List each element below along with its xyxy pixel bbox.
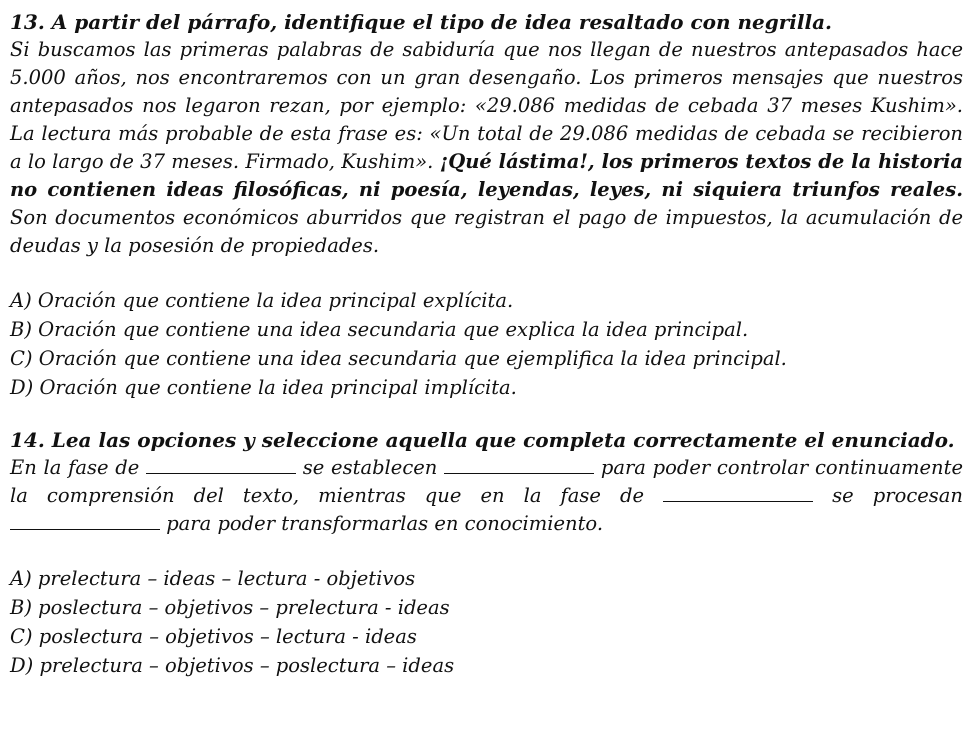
blank-2 [444, 455, 594, 474]
option-a[interactable]: A) Oración que contiene la idea principal explícita. [10, 289, 514, 312]
paragraph-text-before: Si buscamos las primeras palabras de sabiduría que nos llegan de nuestros antepasados hace 5.000 años, nos encontraremos con un gran desengaño. Los primeros mensajes que nuestros antepasados nos legaron rezan, por ejemplo: «29.086 medidas de cebada 37 meses Kushim». La lectura más probable de esta frase es: «Un total de 29.086 medidas de cebada se recibieron a lo largo de 37 meses. Firmado, Kushim». [10, 38, 963, 173]
statement-part-2: se establecen [296, 456, 445, 479]
statement-part-1: En la fase de [10, 456, 147, 479]
paragraph-text-after: Son documentos económicos aburridos que registran el pago de impuestos, la acumulación de deudas y la posesión de propiedades. [10, 206, 963, 257]
blank-1 [146, 455, 296, 474]
statement-part-4: se procesan [813, 484, 963, 507]
option-c[interactable]: C) poslectura – objetivos – lectura - ideas [10, 625, 417, 648]
statement-part-3: para poder controlar continuamente la comprensión del texto, mientras que en la fase de [10, 456, 963, 507]
question-13-paragraph [10, 36, 963, 260]
blank-3 [663, 483, 813, 502]
question-13-options [10, 286, 963, 402]
blank-4 [10, 511, 160, 530]
option-b[interactable]: B) Oración que contiene una idea secundaria que explica la idea principal. [10, 318, 749, 341]
option-d[interactable]: D) prelectura – objetivos – poslectura – ideas [10, 654, 455, 677]
question-14-options [10, 564, 963, 680]
highlighted-bold-sentence: ¡Qué lástima!, los primeros textos de la historia no contienen ideas filosóficas, ni poesía, leyendas, leyes, ni siquiera triunfos reales. [10, 150, 963, 201]
question-14-title: 14. Lea las opciones y seleccione aquella que completa correctamente el enunciado. [10, 428, 955, 452]
question-13-title: 13. A partir del párrafo, identifique el tipo de idea resaltado con negrilla. [10, 10, 833, 34]
question-14-statement [10, 454, 963, 538]
option-c[interactable]: C) Oración que contiene una idea secundaria que ejemplifica la idea principal. [10, 347, 787, 370]
option-b[interactable]: B) poslectura – objetivos – prelectura - ideas [10, 596, 450, 619]
option-d[interactable]: D) Oración que contiene la idea principal implícita. [10, 376, 517, 399]
option-a[interactable]: A) prelectura – ideas – lectura - objetivos [10, 567, 416, 590]
statement-part-5: para poder transformarlas en conocimiento. [160, 512, 604, 535]
